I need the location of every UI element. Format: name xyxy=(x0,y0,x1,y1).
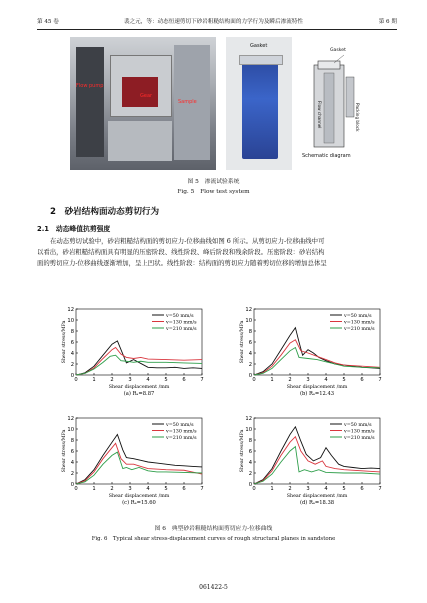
y-tick-label: 4 xyxy=(70,459,74,466)
x-tick-label: 6 xyxy=(360,377,364,383)
legend-label-2: v=130 mm/s xyxy=(166,429,197,435)
figure5-caption-en: Fig. 5 Flow test system xyxy=(177,189,250,195)
label-gear: Gear xyxy=(140,93,153,99)
series-line-3 xyxy=(254,348,380,376)
x-tick-label: 6 xyxy=(182,377,186,383)
legend-label-2: v=130 mm/s xyxy=(344,429,375,435)
x-tick-label: 0 xyxy=(252,377,256,383)
y-axis-label: Shear stress/MPa xyxy=(240,320,245,364)
x-tick-label: 5 xyxy=(342,486,346,492)
x-tick-label: 7 xyxy=(200,377,204,383)
x-tick-label: 3 xyxy=(306,486,310,492)
legend-label-1: v=50 mm/s xyxy=(344,313,372,319)
x-axis-label: Shear displacement /mm xyxy=(108,494,170,499)
legend-label-2: v=130 mm/s xyxy=(344,320,375,326)
series-line-1 xyxy=(76,435,202,485)
x-tick-label: 7 xyxy=(378,377,382,383)
legend-label-3: v=210 mm/s xyxy=(166,435,197,441)
legend-label-3: v=210 mm/s xyxy=(166,326,197,332)
x-tick-label: 0 xyxy=(74,486,78,492)
x-tick-label: 3 xyxy=(128,486,132,492)
y-tick-label: 4 xyxy=(248,459,252,466)
diagram-title: Schematic diagram xyxy=(302,153,351,159)
y-tick-label: 6 xyxy=(70,339,74,346)
x-tick-label: 3 xyxy=(306,377,310,383)
chart-d xyxy=(238,412,398,516)
legend-label-1: v=50 mm/s xyxy=(166,422,194,428)
y-tick-label: 8 xyxy=(70,328,74,335)
y-tick-label: 6 xyxy=(248,339,252,346)
x-tick-label: 5 xyxy=(164,377,168,383)
y-tick-label: 2 xyxy=(248,470,252,477)
x-axis-label: Shear displacement /mm xyxy=(108,385,170,390)
y-tick-label: 12 xyxy=(245,306,252,313)
y-axis-label: Shear stress/MPa xyxy=(62,429,67,473)
page-number: 061422-5 xyxy=(199,584,228,591)
x-tick-label: 4 xyxy=(146,486,150,492)
paragraph-line-1: 在动态剪切试验中，砂岩粗糙结构面的剪切应力-位移曲线如图 6 所示。从剪切应力-位移曲线中可 xyxy=(50,237,325,245)
figure6-caption-cn: 图 6 典型砂岩粗糙结构面剪切应力-位移曲线 xyxy=(154,526,273,532)
plot-frame xyxy=(254,418,380,484)
figure5-schematic-diagram xyxy=(300,37,366,170)
paragraph-line-2: 以看出，砂岩粗糙结构面具有明显的压密阶段、线性阶段、峰后阶段和残余阶段。压密阶段：砂岩结构 xyxy=(37,248,325,256)
x-tick-label: 7 xyxy=(378,486,382,492)
y-tick-label: 12 xyxy=(67,306,74,313)
figure5-photo-lab-setup xyxy=(70,37,216,170)
x-tick-label: 2 xyxy=(288,486,292,492)
header-issue: 第 6 期 xyxy=(378,19,397,25)
diagram-label-gasket: Gasket xyxy=(330,48,346,53)
y-tick-label: 0 xyxy=(70,372,74,379)
chart-b xyxy=(238,303,398,407)
chart-subtitle: (c) Rₐ=15.60 xyxy=(122,500,156,506)
x-tick-label: 1 xyxy=(92,377,96,383)
x-tick-label: 6 xyxy=(360,486,364,492)
chart-a xyxy=(60,303,220,407)
y-tick-label: 10 xyxy=(67,317,74,324)
y-tick-label: 0 xyxy=(248,372,252,379)
y-tick-label: 10 xyxy=(245,317,252,324)
y-tick-label: 12 xyxy=(245,415,252,422)
legend-label-1: v=50 mm/s xyxy=(344,422,372,428)
x-axis-label: Shear displacement /mm xyxy=(286,494,348,499)
y-tick-label: 2 xyxy=(248,361,252,368)
y-tick-label: 8 xyxy=(248,328,252,335)
y-tick-label: 6 xyxy=(70,448,74,455)
header-running-title: 裴之元，等：动态恒速剪切下砂岩粗糙结构面的力学行为及瞬后渗流特性 xyxy=(123,19,303,25)
x-tick-label: 3 xyxy=(128,377,132,383)
label-sample: Sample xyxy=(178,99,197,105)
series-line-2 xyxy=(76,443,202,484)
figure6-caption-en: Fig. 6 Typical shear stress-displacement curves of rough structural planes in sandstone xyxy=(91,536,336,542)
chart-c xyxy=(60,412,220,516)
x-tick-label: 1 xyxy=(270,377,274,383)
legend-label-3: v=210 mm/s xyxy=(344,435,375,441)
chart-subtitle: (a) Rₐ=8.87 xyxy=(123,391,155,397)
y-tick-label: 4 xyxy=(70,350,74,357)
y-tick-label: 2 xyxy=(70,470,74,477)
x-tick-label: 5 xyxy=(342,377,346,383)
y-tick-label: 8 xyxy=(70,437,74,444)
section-heading: 2 砂岩结构面动态剪切行为 xyxy=(50,207,160,217)
x-tick-label: 4 xyxy=(146,377,150,383)
header-rule xyxy=(37,29,397,30)
chart-subtitle: (b) Rₐ=12.43 xyxy=(299,391,335,397)
diagram-label-packing-block: Packing block xyxy=(355,103,360,132)
x-axis-label: Shear displacement /mm xyxy=(286,385,348,390)
y-tick-label: 2 xyxy=(70,361,74,368)
series-line-2 xyxy=(254,340,380,375)
label-gasket: Gasket xyxy=(250,43,268,49)
y-tick-label: 12 xyxy=(67,415,74,422)
x-tick-label: 2 xyxy=(110,377,114,383)
x-tick-label: 4 xyxy=(324,486,328,492)
y-tick-label: 0 xyxy=(248,481,252,488)
y-tick-label: 8 xyxy=(248,437,252,444)
x-tick-label: 7 xyxy=(200,486,204,492)
label-flow-pump: Flow pump xyxy=(76,83,104,89)
y-tick-label: 0 xyxy=(70,481,74,488)
legend-label-3: v=210 mm/s xyxy=(344,326,375,332)
legend-label-2: v=130 mm/s xyxy=(166,320,197,326)
x-tick-label: 6 xyxy=(182,486,186,492)
y-tick-label: 10 xyxy=(67,426,74,433)
x-tick-label: 2 xyxy=(288,377,292,383)
figure5-photo-specimen xyxy=(226,37,292,170)
diagram-label-flow-channel: Flow channel xyxy=(317,101,322,129)
paragraph-line-3: 面的剪切应力-位移曲线逐渐增加，呈上凹状。线性阶段：结构面的剪切应力随着剪切位移的增加总体呈 xyxy=(37,259,327,267)
x-tick-label: 2 xyxy=(110,486,114,492)
figure5-caption-cn: 图 5 渗流试验系统 xyxy=(187,179,240,185)
x-tick-label: 1 xyxy=(270,486,274,492)
header-volume: 第 45 卷 xyxy=(37,19,59,25)
chart-subtitle: (d) Rₐ=18.38 xyxy=(299,500,335,506)
x-tick-label: 0 xyxy=(252,486,256,492)
x-tick-label: 4 xyxy=(324,377,328,383)
x-tick-label: 0 xyxy=(74,377,78,383)
x-tick-label: 5 xyxy=(164,486,168,492)
x-tick-label: 1 xyxy=(92,486,96,492)
y-tick-label: 6 xyxy=(248,448,252,455)
legend-label-1: v=50 mm/s xyxy=(166,313,194,319)
series-line-2 xyxy=(254,437,380,484)
y-axis-label: Shear stress/MPa xyxy=(62,320,67,364)
y-tick-label: 10 xyxy=(245,426,252,433)
y-axis-label: Shear stress/MPa xyxy=(240,429,245,473)
y-tick-label: 4 xyxy=(248,350,252,357)
subsection-heading: 2.1 动态峰值抗剪强度 xyxy=(37,225,111,233)
series-line-3 xyxy=(254,447,380,484)
